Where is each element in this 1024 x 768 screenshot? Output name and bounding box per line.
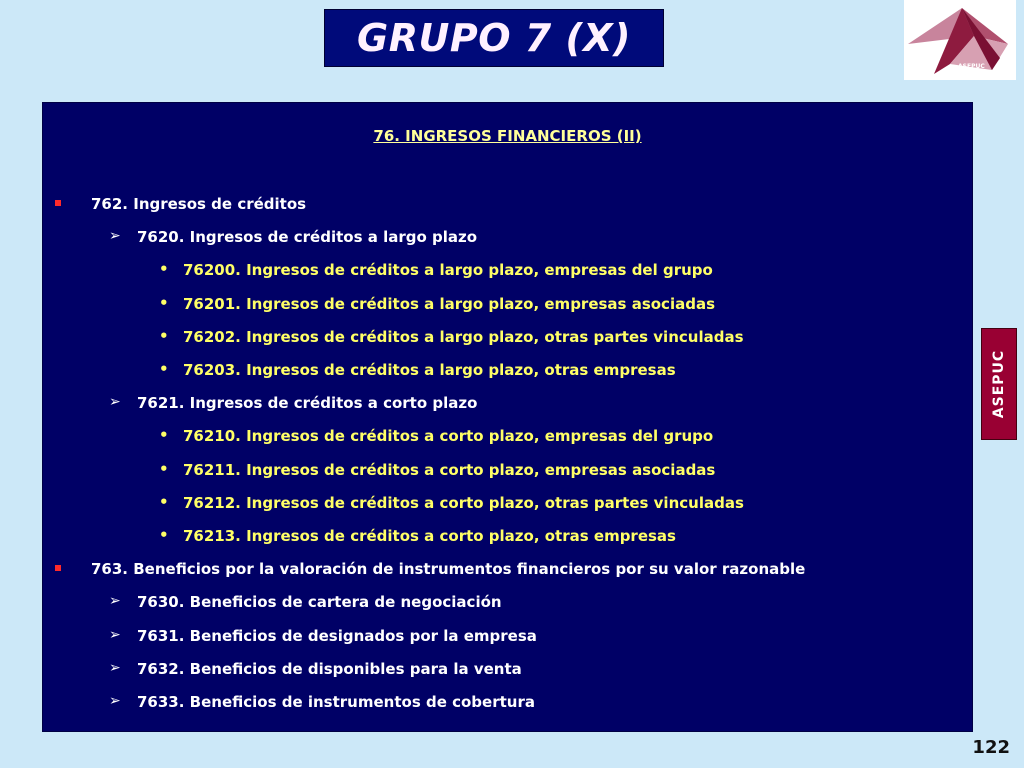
arrow-bullet-icon: ➢ — [109, 593, 121, 609]
list-item-level2 — [109, 627, 537, 645]
dot-bullet-icon: • — [159, 360, 169, 378]
dot-bullet-icon: • — [159, 327, 169, 345]
list-item-level2 — [109, 228, 478, 246]
list-item-level3 — [159, 294, 715, 313]
side-tab — [981, 328, 1017, 440]
list-item-level3 — [159, 460, 716, 479]
list-item-level2 — [109, 394, 478, 412]
list-item-text: 76202. Ingresos de créditos a largo plazo, otras partes vinculadas — [183, 328, 744, 346]
list-item-level3 — [159, 493, 744, 512]
slide-title: GRUPO 7 (X) — [357, 16, 631, 60]
content-panel — [42, 102, 973, 732]
list-item-text: 76213. Ingresos de créditos a corto plazo, otras empresas — [183, 527, 676, 545]
list-item-text: 7633. Beneficios de instrumentos de cobertura — [137, 693, 535, 711]
arrow-bullet-icon: ➢ — [109, 228, 121, 244]
list-item-text: 76203. Ingresos de créditos a largo plazo, otras empresas — [183, 361, 676, 379]
list-item-text: 76200. Ingresos de créditos a largo plazo, empresas del grupo — [183, 261, 713, 279]
list-item-level3 — [159, 260, 713, 279]
list-item-text: 762. Ingresos de créditos — [91, 195, 307, 213]
list-item-text: 76201. Ingresos de créditos a largo plazo, empresas asociadas — [183, 295, 715, 313]
list-item-level3 — [159, 526, 676, 545]
dot-bullet-icon: • — [159, 493, 169, 511]
dot-bullet-icon: • — [159, 526, 169, 544]
square-bullet-icon — [55, 200, 61, 206]
list-item-level1 — [91, 195, 306, 213]
arrow-bullet-icon: ➢ — [109, 693, 121, 709]
list-item-text: 76210. Ingresos de créditos a corto plazo, empresas del grupo — [183, 427, 714, 445]
dot-bullet-icon: • — [159, 260, 169, 278]
list-item-level3 — [159, 426, 714, 445]
page-number: 122 — [972, 737, 1010, 758]
side-tab-label: ASEPUC — [991, 349, 1008, 419]
list-item-text: 7632. Beneficios de disponibles para la venta — [137, 660, 522, 678]
list-item-text: 7631. Beneficios de designados por la empresa — [137, 627, 537, 645]
logo-label: ASEPUC — [958, 63, 985, 70]
list-item-text: 76212. Ingresos de créditos a corto plazo, otras partes vinculadas — [183, 494, 744, 512]
list-item-level3 — [159, 327, 744, 346]
list-item-text: 76211. Ingresos de créditos a corto plazo, empresas asociadas — [183, 461, 716, 479]
list-item-level1 — [91, 560, 805, 578]
arrow-bullet-icon: ➢ — [109, 627, 121, 643]
list-item-text: 7630. Beneficios de cartera de negociación — [137, 593, 502, 611]
square-bullet-icon — [55, 565, 61, 571]
slide-title-box — [324, 9, 664, 67]
arrow-bullet-icon: ➢ — [109, 394, 121, 410]
dot-bullet-icon: • — [159, 294, 169, 312]
list-item-level2 — [109, 693, 535, 711]
list-item-text: 763. Beneficios por la valoración de instrumentos financieros por su valor razonable — [91, 560, 806, 578]
list-item-level2 — [109, 660, 522, 678]
section-heading: 76. INGRESOS FINANCIEROS (II) — [373, 127, 642, 145]
list-item-text: 7620. Ingresos de créditos a largo plazo — [137, 228, 478, 246]
dot-bullet-icon: • — [159, 460, 169, 478]
list-item-level2 — [109, 593, 502, 611]
list-item-level3 — [159, 360, 676, 379]
list-item-text: 7621. Ingresos de créditos a corto plazo — [137, 394, 478, 412]
arrow-bullet-icon: ➢ — [109, 660, 121, 676]
dot-bullet-icon: • — [159, 426, 169, 444]
